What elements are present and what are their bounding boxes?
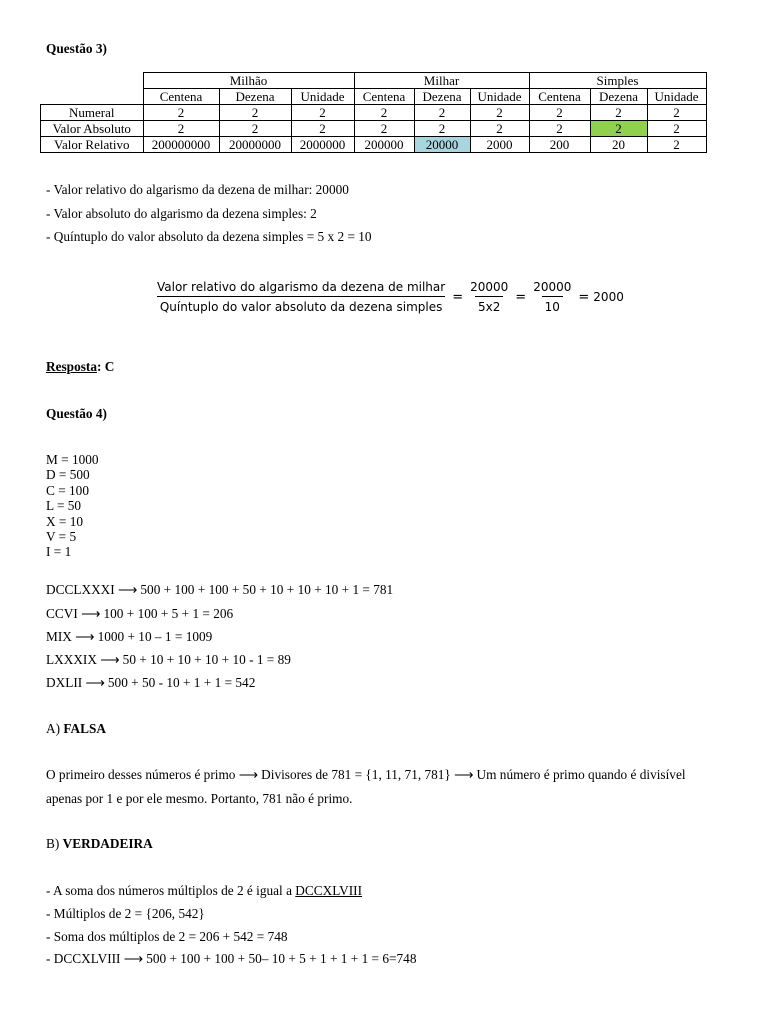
q3-bullet: - Valor absoluto do algarismo da dezena simples: 2 [46, 206, 317, 221]
option-b-line: - Múltiplos de 2 = {206, 542} [46, 906, 205, 921]
table-header-sub [41, 89, 707, 105]
equals-sign: = [515, 289, 527, 305]
fraction-2 [467, 280, 511, 314]
table-cell: 2 [647, 121, 706, 137]
roman-value: D = 500 [46, 467, 90, 482]
roman-conversion: DCCLXXXI ⟶ 500 + 100 + 100 + 50 + 10 + 10 + 10 + 1 = 781 [46, 582, 394, 597]
sub-header: Centena [143, 89, 219, 105]
table-cell: 2 [647, 105, 706, 121]
table-cell: 2 [590, 105, 647, 121]
roman-conversion: LXXXIX ⟶ 50 + 10 + 10 + 10 + 10 - 1 = 89 [46, 652, 291, 667]
fraction-numerator: 20000 [470, 280, 509, 294]
fraction-denominator: 5x2 [475, 296, 503, 314]
table-cell: 2 [143, 105, 219, 121]
table-cell: 20000000 [219, 137, 291, 153]
fraction-denominator: 10 [542, 296, 563, 314]
sub-header: Dezena [590, 89, 647, 105]
roman-value: L = 50 [46, 498, 82, 513]
row-label: Numeral [41, 105, 144, 121]
equals-sign: = [452, 289, 464, 305]
table-cell-highlighted-green: 2 [590, 121, 647, 137]
table-header-groups [41, 73, 707, 89]
option-prefix: A) [46, 721, 64, 736]
roman-conversion: DXLII ⟶ 500 + 50 - 10 + 1 + 1 = 542 [46, 675, 256, 690]
table-row-numeral [41, 105, 707, 121]
answer-label: Resposta [46, 359, 97, 374]
table-cell: 2 [219, 121, 291, 137]
fraction-1 [154, 280, 448, 314]
table-row-valor-relativo [41, 137, 707, 153]
sub-header: Centena [354, 89, 414, 105]
place-value-table [40, 72, 707, 153]
sub-header: Unidade [647, 89, 706, 105]
option-b-line [46, 883, 362, 899]
option-b-roman: DCCXLVIII [295, 883, 363, 898]
q3-bullet: - Quíntuplo do valor absoluto da dezena simples = 5 x 2 = 10 [46, 229, 372, 244]
row-label: Valor Relativo [41, 137, 144, 153]
group-simples: Simples [529, 73, 706, 89]
answer-value: C [101, 359, 115, 374]
q3-bullet: - Valor relativo do algarismo da dezena de milhar: 20000 [46, 182, 349, 197]
equation [154, 280, 624, 314]
option-a-text: apenas por 1 e por ele mesmo. Portanto, 781 não é primo. [46, 791, 353, 806]
option-verdict: FALSA [63, 721, 106, 736]
fraction-3 [530, 280, 574, 314]
table-cell: 200000000 [143, 137, 219, 153]
table-row-valor-absoluto [41, 121, 707, 137]
answer-separator: : [96, 359, 102, 374]
sub-header: Dezena [219, 89, 291, 105]
group-milhar: Milhar [354, 73, 529, 89]
option-b-text: - A soma dos números múltiplos de 2 é igual a [46, 883, 296, 898]
option-b-line: - DCCXLVIII ⟶ 500 + 100 + 100 + 50– 10 + 5 + 1 + 1 + 1 = 6=748 [46, 951, 417, 966]
fraction-denominator: Quíntuplo do valor absoluto da dezena simples [157, 296, 446, 314]
option-b-heading [46, 836, 153, 852]
table-cell: 2 [354, 121, 414, 137]
option-prefix: B) [46, 836, 63, 851]
roman-value: V = 5 [46, 529, 77, 544]
question-4-title: Questão 4) [46, 406, 107, 421]
sub-header: Unidade [470, 89, 529, 105]
table-cell: 2 [470, 105, 529, 121]
roman-conversion: CCVI ⟶ 100 + 100 + 5 + 1 = 206 [46, 606, 234, 621]
sub-header: Dezena [414, 89, 470, 105]
table-cell-highlighted-blue: 20000 [414, 137, 470, 153]
q3-answer [46, 359, 114, 375]
equals-sign: = [578, 289, 590, 305]
fraction-numerator: Valor relativo do algarismo da dezena de milhar [157, 280, 446, 294]
table-cell: 2 [529, 105, 590, 121]
table-cell: 2 [470, 121, 529, 137]
table-cell: 200 [529, 137, 590, 153]
row-label: Valor Absoluto [41, 121, 144, 137]
roman-value: M = 1000 [46, 452, 99, 467]
table-cell: 2000000 [291, 137, 354, 153]
table-cell: 2000 [470, 137, 529, 153]
fraction-numerator: 20000 [533, 280, 572, 294]
equation-result: 2000 [593, 290, 624, 304]
table-cell: 2 [354, 105, 414, 121]
table-cell: 2 [414, 121, 470, 137]
table-cell: 2 [414, 105, 470, 121]
roman-conversion: MIX ⟶ 1000 + 10 – 1 = 1009 [46, 629, 213, 644]
option-verdict: VERDADEIRA [62, 836, 153, 851]
table-cell: 2 [219, 105, 291, 121]
sub-header: Unidade [291, 89, 354, 105]
sub-header: Centena [529, 89, 590, 105]
table-cell: 2 [291, 105, 354, 121]
table-cell: 2 [291, 121, 354, 137]
table-cell: 2 [647, 137, 706, 153]
table-cell: 2 [529, 121, 590, 137]
option-a-text: O primeiro desses números é primo ⟶ Divisores de 781 = {1, 11, 71, 781} ⟶ Um número é primo quando é divisível [46, 767, 686, 782]
roman-value: I = 1 [46, 544, 72, 559]
table-cell: 200000 [354, 137, 414, 153]
table-cell: 20 [590, 137, 647, 153]
roman-value: C = 100 [46, 483, 89, 498]
option-b-line: - Soma dos múltiplos de 2 = 206 + 542 = 748 [46, 929, 288, 944]
option-a-heading [46, 721, 106, 737]
question-3-title: Questão 3) [46, 41, 107, 56]
roman-value: X = 10 [46, 514, 84, 529]
group-milhao: Milhão [143, 73, 354, 89]
table-cell: 2 [143, 121, 219, 137]
